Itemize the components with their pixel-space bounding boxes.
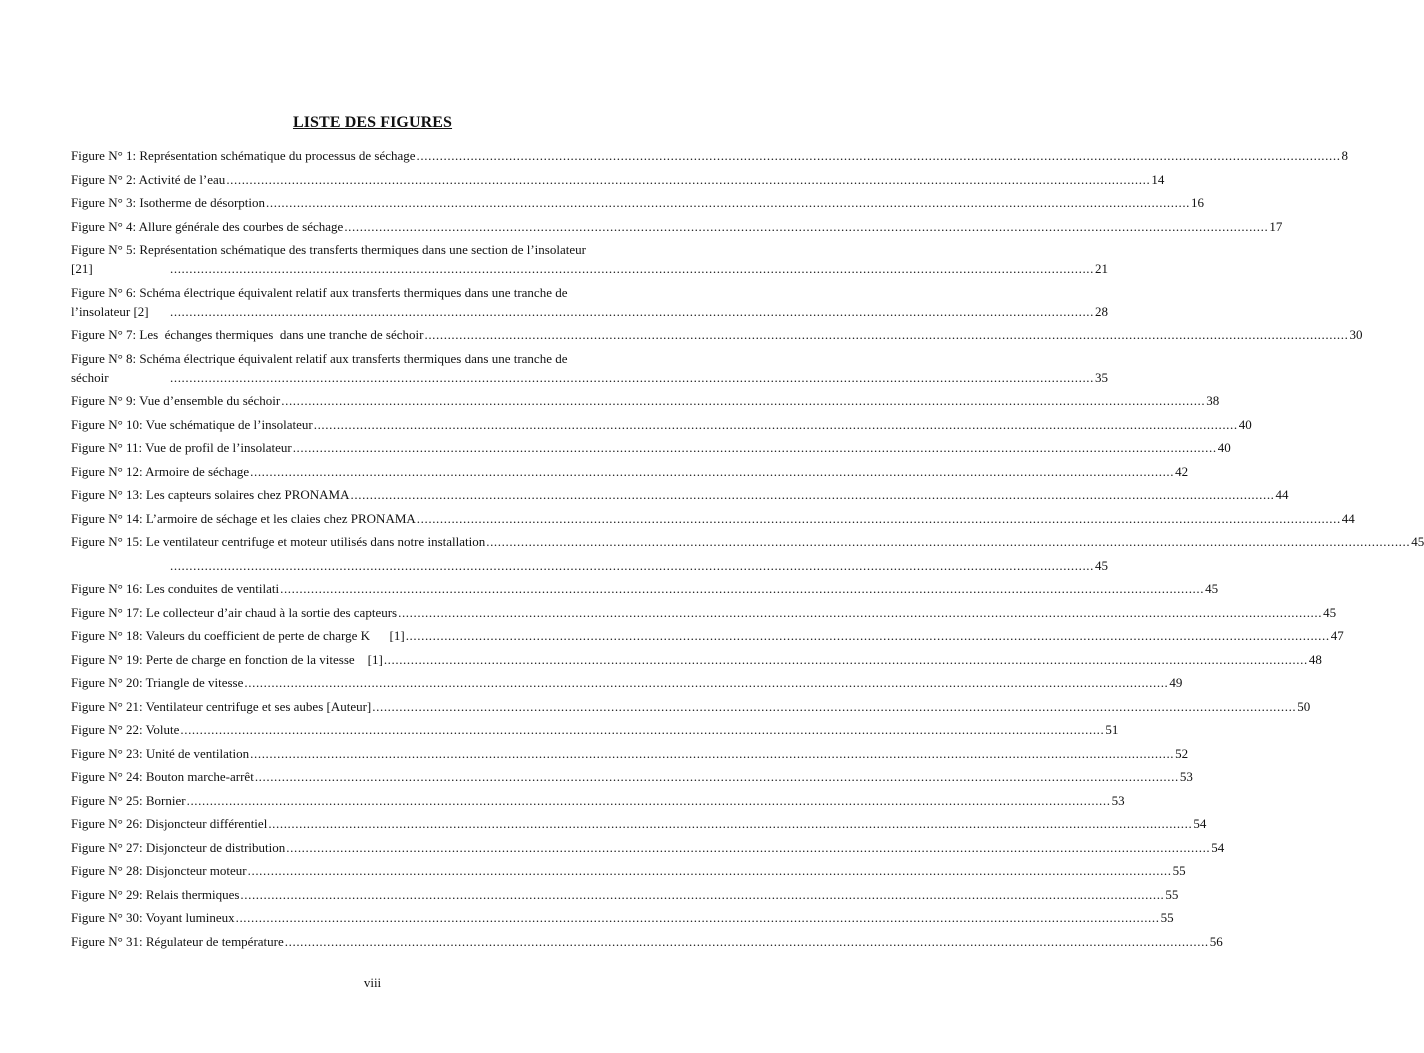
- toc-entry[interactable]: [71, 932, 1223, 951]
- dot-leader: [244, 673, 1168, 692]
- dot-leader: [180, 720, 1104, 739]
- dot-leader: [417, 509, 1341, 528]
- toc-entry-label: Figure N° 28: Disjoncteur moteur: [71, 863, 247, 878]
- toc-entry-page: 45: [1323, 604, 1337, 620]
- dot-leader: [314, 415, 1238, 434]
- toc-entry[interactable]: [71, 240, 1108, 278]
- toc-entry-label: Figure N° 30: Voyant lumineux: [71, 910, 235, 925]
- toc-entry[interactable]: [71, 767, 1193, 786]
- toc-entry[interactable]: [71, 744, 1189, 763]
- toc-entry[interactable]: [71, 438, 1231, 457]
- toc-entry-page: 55: [1172, 863, 1186, 878]
- toc-entry-label: Figure N° 12: Armoire de séchage: [71, 463, 250, 479]
- toc-entry[interactable]: [71, 532, 1424, 551]
- dot-leader: [248, 861, 1172, 880]
- dot-leader: [266, 193, 1190, 212]
- toc-entry-label: Figure N° 27: Disjoncteur de distribution: [71, 839, 286, 855]
- toc-entry-label: Figure N° 1: Représentation schématique du processus de séchage: [71, 148, 416, 163]
- toc-entry[interactable]: [71, 325, 1363, 344]
- toc-entry-label: Figure N° 20: Triangle de vitesse: [71, 675, 244, 690]
- toc-entry-page: 40: [1217, 440, 1231, 455]
- dot-leader: [170, 259, 1094, 278]
- dot-leader: [187, 791, 1111, 810]
- toc-entry-label: Figure N° 25: Bornier: [71, 792, 186, 808]
- dot-leader: [240, 885, 1164, 904]
- dot-leader: [255, 767, 1179, 786]
- toc-entry-label: Figure N° 26: Disjoncteur différentiel: [71, 816, 268, 831]
- toc-entry[interactable]: [71, 391, 1220, 410]
- toc-entry-page: 44: [1275, 487, 1289, 502]
- toc-entry-label: Figure N° 19: Perte de charge en fonction de la vitesse [1]: [71, 651, 383, 667]
- toc-entry-page: 54: [1211, 839, 1225, 855]
- toc-entry[interactable]: [71, 485, 1289, 504]
- toc-entry-label: Figure N° 9: Vue d’ensemble du séchoir: [71, 393, 281, 408]
- toc-entry-label: Figure N° 31: Régulateur de température: [71, 933, 284, 949]
- toc-entry[interactable]: [71, 556, 1108, 575]
- toc-entry[interactable]: [71, 697, 1311, 716]
- toc-entry[interactable]: [71, 415, 1252, 434]
- toc-entry-label: Figure N° 15: Le ventilateur centrifuge et moteur utilisés dans notre installation: [71, 534, 486, 549]
- toc-entry[interactable]: [71, 170, 1165, 189]
- toc-entry-label: Figure N° 18: Valeurs du coefficient de perte de charge K [1]: [71, 628, 405, 643]
- toc-entry-page: 55: [1160, 910, 1174, 925]
- toc-entry-label: Figure N° 29: Relais thermiques: [71, 886, 240, 902]
- toc-entry-label: Figure N° 2: Activité de l’eau: [71, 171, 226, 187]
- toc-entry[interactable]: [71, 626, 1344, 645]
- toc-entry-label: Figure N° 5: Représentation schématique des transferts thermiques dans une section de l’insolateur: [71, 242, 586, 257]
- toc-entry[interactable]: [71, 349, 1108, 387]
- toc-entry-page: 53: [1111, 792, 1125, 808]
- toc-entry-page: 51: [1105, 722, 1119, 737]
- toc-entry-label-continued: [21]: [71, 261, 93, 276]
- toc-entry[interactable]: [71, 509, 1355, 528]
- toc-entry-page: 40: [1238, 416, 1252, 432]
- toc-entry-page: 54: [1193, 816, 1207, 831]
- dot-leader: [486, 532, 1410, 551]
- dot-leader: [351, 485, 1275, 504]
- dot-leader: [384, 650, 1308, 669]
- toc-entry-page: 52: [1175, 745, 1189, 761]
- toc-entry-label: Figure N° 13: Les capteurs solaires chez PRONAMA: [71, 487, 350, 502]
- figures-list: [71, 146, 1424, 955]
- toc-entry-label: Figure N° 3: Isotherme de désorption: [71, 195, 266, 210]
- toc-entry[interactable]: [71, 579, 1219, 598]
- toc-entry-label-continued: séchoir: [71, 369, 109, 385]
- toc-entry[interactable]: [71, 885, 1179, 904]
- toc-entry-label: Figure N° 6: Schéma électrique équivalent relatif aux transferts thermiques dans une tranche de: [71, 284, 568, 300]
- dot-leader: [268, 814, 1192, 833]
- toc-entry[interactable]: [71, 838, 1225, 857]
- toc-entry-page: 47: [1330, 628, 1344, 643]
- dot-leader: [398, 603, 1322, 622]
- dot-leader: [281, 391, 1205, 410]
- toc-entry-page: 16: [1191, 195, 1205, 210]
- dot-leader: [285, 932, 1209, 951]
- toc-entry-label: Figure N° 24: Bouton marche-arrêt: [71, 769, 254, 784]
- page-number: viii: [363, 975, 382, 990]
- toc-entry[interactable]: [71, 146, 1349, 165]
- toc-entry[interactable]: [71, 673, 1183, 692]
- dot-leader: [286, 838, 1210, 857]
- toc-entry[interactable]: [71, 603, 1337, 622]
- toc-entry-page: 14: [1151, 171, 1165, 187]
- toc-entry-page: 45: [1411, 534, 1424, 549]
- toc-entry[interactable]: [71, 908, 1174, 927]
- toc-entry-label: Figure N° 16: Les conduites de ventilati: [71, 581, 280, 596]
- dot-leader: [170, 556, 1094, 575]
- dot-leader: [170, 368, 1094, 387]
- toc-entry-page: 35: [1095, 369, 1108, 385]
- toc-entry-page: 38: [1206, 393, 1220, 408]
- dot-leader: [250, 462, 1174, 481]
- toc-entry[interactable]: [71, 861, 1186, 880]
- toc-entry[interactable]: [71, 193, 1205, 212]
- toc-entry[interactable]: [71, 217, 1283, 236]
- toc-entry-page: 45: [1095, 557, 1108, 573]
- dot-leader: [236, 908, 1160, 927]
- dot-leader: [417, 146, 1341, 165]
- toc-entry-label-continued: l’insolateur [2]: [71, 303, 149, 319]
- toc-entry-page: 42: [1175, 463, 1189, 479]
- toc-entry-label: Figure N° 14: L’armoire de séchage et les claies chez PRONAMA: [71, 510, 416, 526]
- dot-leader: [344, 217, 1268, 236]
- toc-entry-page: 45: [1205, 581, 1219, 596]
- toc-entry-label: Figure N° 22: Volute: [71, 722, 180, 737]
- toc-entry-page: 17: [1269, 218, 1283, 234]
- toc-entry[interactable]: [71, 791, 1125, 810]
- dot-leader: [406, 626, 1330, 645]
- dot-leader: [280, 579, 1204, 598]
- toc-entry-label: Figure N° 17: Le collecteur d’air chaud à la sortie des capteurs: [71, 604, 398, 620]
- toc-entry-page: 48: [1308, 651, 1322, 667]
- dot-leader: [293, 438, 1217, 457]
- toc-entry-page: 21: [1095, 261, 1108, 276]
- toc-entry-label: Figure N° 4: Allure générale des courbes de séchage: [71, 218, 344, 234]
- page-title: LISTE DES FIGURES: [292, 114, 453, 131]
- dot-leader: [424, 325, 1348, 344]
- toc-entry[interactable]: [71, 650, 1322, 669]
- toc-entry-page: 49: [1169, 675, 1183, 690]
- toc-entry[interactable]: [71, 720, 1119, 739]
- toc-entry-page: 55: [1165, 886, 1179, 902]
- toc-entry-page: 30: [1349, 327, 1363, 342]
- toc-entry-label: Figure N° 21: Ventilateur centrifuge et ses aubes [Auteur]: [71, 698, 372, 714]
- toc-entry-page: 28: [1095, 303, 1108, 319]
- toc-entry-page: 44: [1341, 510, 1355, 526]
- toc-entry[interactable]: [71, 283, 1108, 321]
- toc-entry[interactable]: [71, 814, 1207, 833]
- toc-entry-page: 50: [1297, 698, 1311, 714]
- dot-leader: [170, 302, 1094, 321]
- toc-entry-label: Figure N° 10: Vue schématique de l’insolateur: [71, 416, 313, 432]
- toc-entry-page: 56: [1209, 933, 1223, 949]
- toc-entry-label: Figure N° 23: Unité de ventilation: [71, 745, 250, 761]
- toc-entry-label: Figure N° 8: Schéma électrique équivalent relatif aux transferts thermiques dans une tranche de: [71, 350, 568, 366]
- toc-entry-label: Figure N° 11: Vue de profil de l’insolateur: [71, 440, 292, 455]
- dot-leader: [226, 170, 1150, 189]
- dot-leader: [372, 697, 1296, 716]
- dot-leader: [250, 744, 1174, 763]
- toc-entry-page: 8: [1341, 148, 1349, 163]
- toc-entry[interactable]: [71, 462, 1189, 481]
- toc-entry-page: 53: [1179, 769, 1193, 784]
- toc-entry-label: Figure N° 7: Les échanges thermiques dans une tranche de séchoir: [71, 327, 424, 342]
